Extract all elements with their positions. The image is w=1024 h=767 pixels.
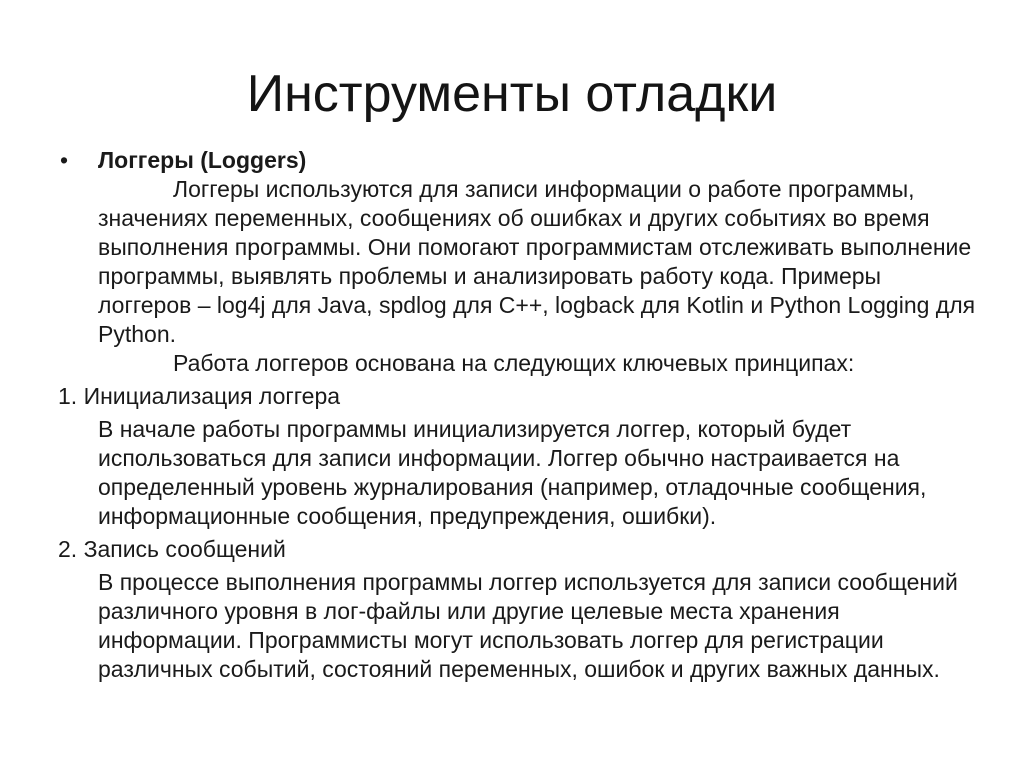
paragraph-loggers-description: Логгеры используются для записи информации о работе программы, значениях переменных, сообщениях об ошибках и других событиях во время выполнения программы. Они помогают программистам отслеживать выполнение программы, выявлять проблемы и анализировать работу кода. Примеры логгеров – log4j для Java, spdlog для C++, logback для Kotlin и Python Logging для Python.: [98, 176, 976, 347]
slide-title: Инструменты отладки: [246, 65, 778, 123]
bullet-heading: Логгеры (Loggers): [98, 147, 307, 173]
paragraph-principles-intro: Работа логгеров основана на следующих ключевых принципах:: [173, 350, 855, 376]
numbered-item-heading: 1. Инициализация логгера: [58, 383, 341, 409]
slide-content: [58, 146, 978, 684]
numbered-item-body: В начале работы программы инициализируется логгер, который будет использоваться для записи информации. Логгер обычно настраивается на определенный уровень журналирования (например, отладочные сообщения, информационные сообщения, предупреждения, ошибки).: [98, 416, 927, 529]
numbered-item-body: В процессе выполнения программы логгер используется для записи сообщений различного уровня в лог-файлы или другие целевые места хранения информации. Программисты могут использовать логгер для регистрации различных событий, состояний переменных, ошибок и других важных данных.: [98, 569, 958, 682]
numbered-item-heading: 2. Запись сообщений: [58, 536, 286, 562]
bullet-marker: •: [60, 147, 69, 173]
bullet-item: [58, 146, 978, 175]
